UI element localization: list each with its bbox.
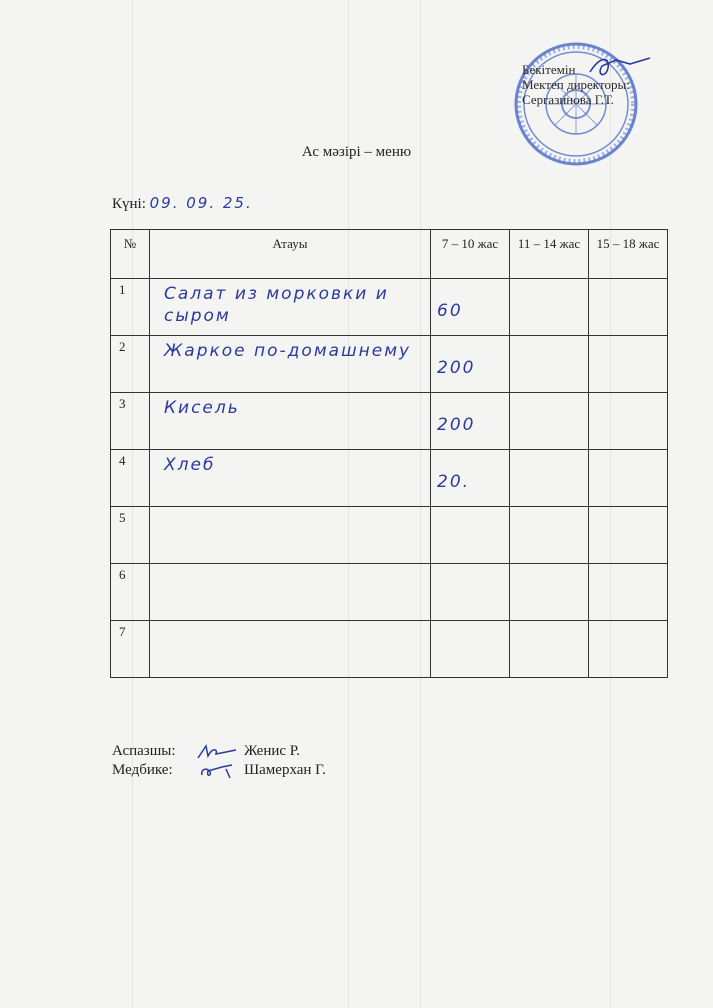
menu-table (110, 229, 668, 678)
portion-age-11-14 (510, 336, 588, 358)
row-number: 1 (119, 282, 126, 297)
director-signature (586, 54, 656, 80)
dish-name: Салат из морковки и сыром (163, 284, 389, 326)
portion-age-11-14 (510, 393, 588, 415)
table-cell (510, 393, 589, 450)
header-number: № (111, 230, 150, 279)
table-cell (149, 621, 430, 678)
table-cell (431, 336, 510, 393)
table-cell (510, 450, 589, 507)
portion-age-15-18 (589, 450, 667, 472)
table-header-row (111, 230, 668, 279)
table-cell (589, 393, 668, 450)
table-cell (510, 507, 589, 564)
row-number: 3 (119, 396, 126, 411)
table-cell (111, 507, 150, 564)
portion-age-15-18 (589, 279, 667, 301)
dish-name (150, 564, 430, 568)
table-cell (111, 393, 150, 450)
portion-age-7-10: 200 (437, 415, 476, 435)
table-cell (431, 564, 510, 621)
header-age-15-18: 15 – 18 жас (589, 230, 668, 279)
portion-age-15-18 (589, 336, 667, 358)
table-cell (589, 336, 668, 393)
table-cell (510, 336, 589, 393)
table-cell (111, 336, 150, 393)
header-name: Атауы (149, 230, 430, 279)
portion-age-11-14 (510, 621, 588, 643)
table-cell (149, 336, 430, 393)
table-cell (431, 393, 510, 450)
portion-age-11-14 (510, 564, 588, 586)
portion-age-15-18 (589, 564, 667, 586)
row-number: 2 (119, 339, 126, 354)
table-cell (431, 507, 510, 564)
table-cell (589, 564, 668, 621)
table-cell (149, 393, 430, 450)
table-cell (149, 564, 430, 621)
page-title: Ас мәзірі – меню (301, 144, 412, 160)
table-cell (431, 279, 510, 336)
dish-name: Кисель (163, 398, 240, 418)
portion-age-15-18 (589, 393, 667, 415)
portion-age-11-14 (510, 507, 588, 529)
row-number: 4 (119, 453, 126, 468)
table-row (111, 279, 668, 336)
portion-age-7-10: 200 (437, 358, 476, 378)
table-cell (589, 507, 668, 564)
portion-age-15-18 (589, 621, 667, 643)
row-number: 5 (119, 510, 126, 525)
portion-age-7-10 (431, 564, 509, 586)
table-cell (111, 279, 150, 336)
cook-signature-row (112, 742, 326, 761)
table-cell (149, 279, 430, 336)
portion-age-7-10: 20. (437, 472, 471, 492)
dish-name (150, 507, 430, 511)
table-row (111, 621, 668, 678)
portion-age-7-10 (431, 621, 509, 643)
dish-name: Жаркое по-домашнему (163, 341, 412, 361)
nurse-signature-row (112, 761, 326, 780)
table-cell (431, 450, 510, 507)
table-row (111, 336, 668, 393)
table-row (111, 564, 668, 621)
approval-director-name: Сергазинова Г.Т. (522, 92, 614, 107)
portion-age-7-10 (431, 507, 509, 529)
table-cell (510, 279, 589, 336)
nurse-signature (196, 763, 240, 779)
cook-label: Аспазшы: (112, 743, 176, 759)
dish-name (150, 621, 430, 625)
table-cell (111, 564, 150, 621)
row-number: 6 (119, 567, 126, 582)
header-age-11-14: 11 – 14 жас (510, 230, 589, 279)
table-row (111, 507, 668, 564)
cook-signature (196, 744, 240, 760)
table-cell (510, 621, 589, 678)
table-cell (589, 621, 668, 678)
date-value: 09. 09. 25. (149, 194, 253, 212)
table-cell (111, 621, 150, 678)
row-number: 7 (119, 624, 126, 639)
dish-name: Хлеб (163, 455, 216, 475)
header-age-7-10: 7 – 10 жас (431, 230, 510, 279)
date-label: Күні: (112, 196, 146, 212)
date-row (112, 194, 253, 213)
table-cell (431, 621, 510, 678)
signature-block (112, 742, 326, 780)
table-row (111, 393, 668, 450)
nurse-name: Шамерхан Г. (244, 762, 326, 778)
table-cell (149, 507, 430, 564)
table-cell (149, 450, 430, 507)
table-cell (111, 450, 150, 507)
approval-position: Мектеп директоры: (522, 77, 630, 92)
portion-age-11-14 (510, 450, 588, 472)
table-cell (589, 279, 668, 336)
approval-heading: Бекітемін (522, 62, 576, 77)
table-row (111, 450, 668, 507)
nurse-label: Медбике: (112, 762, 173, 778)
table-cell (510, 564, 589, 621)
portion-age-15-18 (589, 507, 667, 529)
portion-age-7-10: 60 (437, 301, 463, 321)
table-cell (589, 450, 668, 507)
cook-name: Женис Р. (244, 743, 301, 759)
portion-age-11-14 (510, 279, 588, 301)
